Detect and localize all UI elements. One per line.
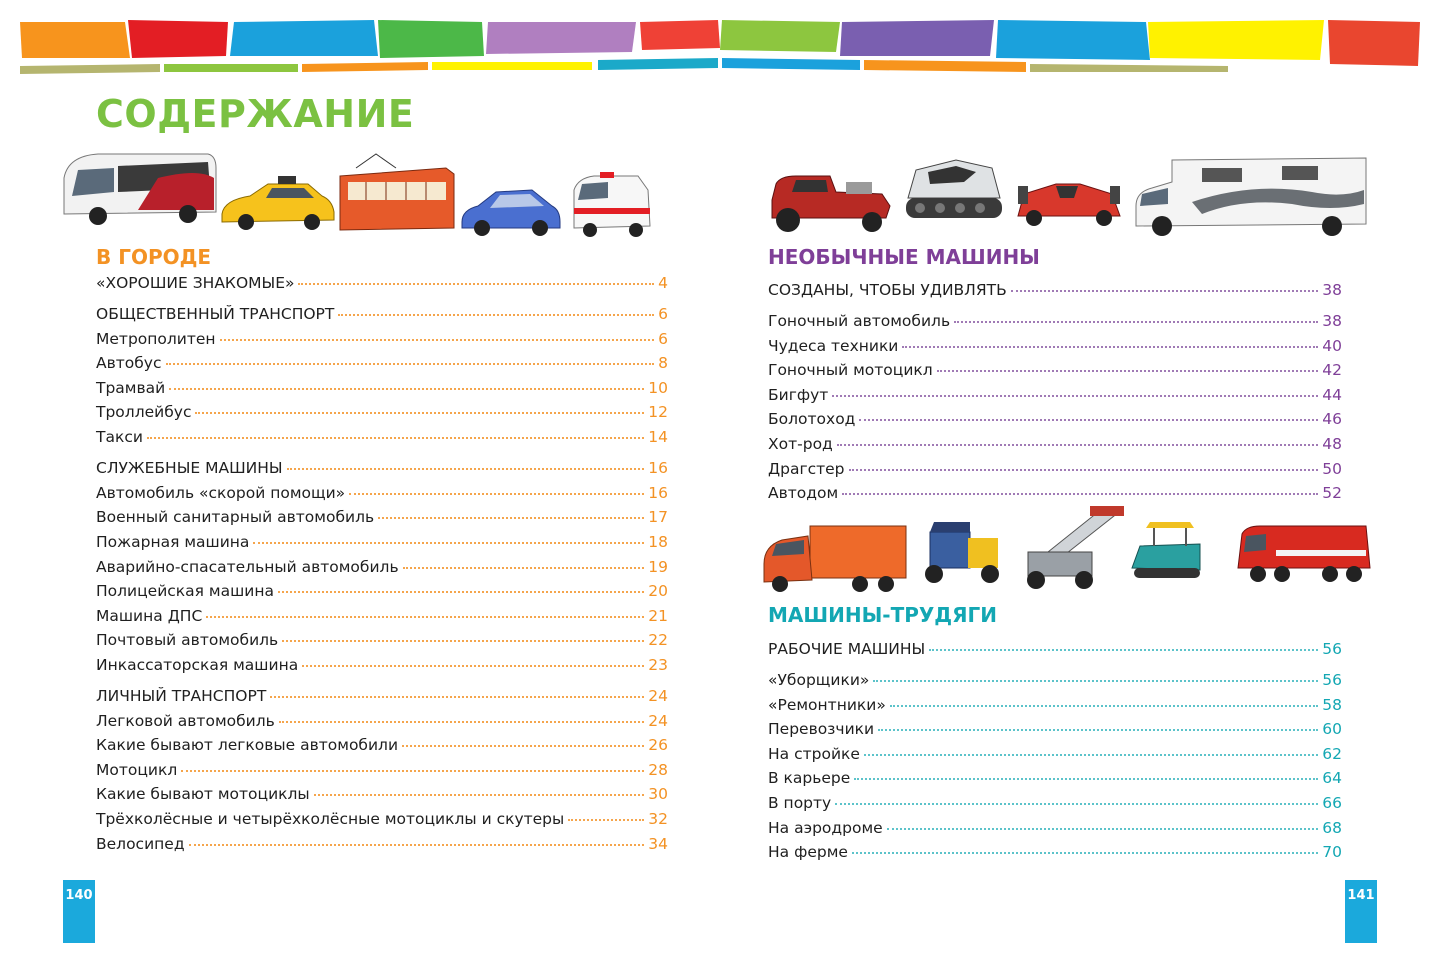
toc-entry-label: Гоночный мотоцикл [768,361,933,380]
toc-entry-page: 60 [1322,720,1342,739]
dot-leader [859,419,1318,421]
toc-entry[interactable] [96,558,668,583]
section-heading-city: В ГОРОДЕ [96,245,212,269]
airport-fire-truck-icon [1238,526,1370,582]
toc-entry-page: 6 [658,329,668,348]
toc-entry-page: 4 [658,274,668,292]
dot-leader [852,852,1318,854]
dot-leader [832,395,1318,397]
toc-entry[interactable] [768,745,1342,770]
dot-leader [287,468,645,470]
dot-leader [181,770,644,772]
page-number-left: 140 [63,880,95,943]
toc-entry[interactable] [96,459,668,484]
toc-entry[interactable] [96,835,668,860]
toc-entry-label: Бигфут [768,385,829,404]
dot-leader [378,517,644,519]
dot-leader [902,346,1318,348]
toc-entry[interactable] [768,460,1342,485]
toc-list-workers [768,640,1342,868]
toc-entry-page: 38 [1322,281,1342,299]
toc-entry-page: 26 [648,736,668,755]
toc-entry-page: 12 [648,403,668,422]
toc-entry-page: 68 [1322,818,1342,837]
toc-entry-page: 48 [1322,435,1342,454]
dot-leader [937,370,1319,372]
toc-entry-page: 52 [1322,484,1342,503]
toc-entry-label: На аэродроме [768,818,883,837]
toc-entry-label: На стройке [768,744,860,763]
toc-entry-label: Автодом [768,484,839,503]
truck-icon [764,526,906,592]
toc-entry-label: Болотоход [768,410,856,429]
toc-entry-label: ЛИЧНЫЙ ТРАНСПОРТ [96,687,267,705]
toc-entry[interactable] [96,810,668,835]
toc-entry[interactable] [768,281,1342,306]
toc-entry[interactable] [768,843,1342,868]
toc-entry[interactable] [96,687,668,712]
toc-entry-label: Хот-род [768,435,833,454]
toc-entry-page: 42 [1322,361,1342,380]
unusual-vehicles-illustration [760,148,1372,240]
dot-leader [854,778,1318,780]
toc-entry[interactable] [768,819,1342,844]
dot-leader [278,591,644,593]
toc-entry-label: Чудеса техники [768,336,899,355]
dot-leader [166,363,655,365]
toc-entry[interactable] [768,769,1342,794]
toc-entry-page: 44 [1322,385,1342,404]
dot-leader [1011,290,1319,292]
toc-entry-page: 70 [1322,843,1342,862]
toc-entry-label: Такси [96,428,143,447]
toc-entry-page: 50 [1322,459,1342,478]
toc-entry[interactable] [768,640,1342,665]
toc-entry[interactable] [768,312,1342,337]
toc-entry[interactable] [96,785,668,810]
toc-entry-label: СЛУЖЕБНЫЕ МАШИНЫ [96,459,283,478]
toc-entry-label: Трёхколёсные и четырёхколёсные мотоциклы и скутеры [96,809,565,828]
toc-entry-page: 64 [1322,769,1342,788]
paver-icon [1132,522,1200,578]
toc-entry-label: Автобус [96,354,162,373]
dot-leader [195,412,644,414]
toc-entry[interactable] [96,736,668,761]
toc-entry-label: Троллейбус [96,403,192,422]
car-icon [462,190,560,236]
toc-entry-page: 62 [1322,744,1342,763]
section-heading-workers: МАШИНЫ-ТРУДЯГИ [768,603,998,627]
toc-entry-label: РАБОЧИЕ МАШИНЫ [768,640,926,658]
dot-leader [298,283,654,285]
toc-entry-label: Какие бывают мотоциклы [96,785,310,804]
toc-entry[interactable] [96,607,668,632]
toc-entry-label: В порту [768,794,832,813]
dot-leader [279,721,644,723]
toc-entry-label: Велосипед [96,834,185,853]
toc-entry-label: На ферме [768,843,848,862]
toc-entry-label: Мотоцикл [96,760,178,779]
toc-entry-page: 8 [658,354,668,373]
toc-entry-label: Пожарная машина [96,532,250,551]
dot-leader [220,339,655,341]
toc-entry-page: 32 [648,809,668,828]
toc-entry-page: 16 [648,459,668,478]
sweeper-icon [925,522,999,583]
toc-entry-page: 19 [648,557,668,576]
toc-entry-label: Полицейская машина [96,582,274,601]
toc-entry[interactable] [96,656,668,681]
dot-leader [864,754,1318,756]
toc-entry-page: 17 [648,508,668,527]
dot-leader [837,444,1319,446]
toc-entry[interactable] [96,379,668,404]
toc-entry-page: 28 [648,760,668,779]
toc-entry[interactable] [96,274,668,299]
toc-entry-label: СОЗДАНЫ, ЧТОБЫ УДИВЛЯТЬ [768,281,1007,299]
ambulance-icon [574,172,650,237]
toc-entry-page: 23 [648,655,668,674]
dot-leader [147,437,644,439]
dot-leader [402,745,644,747]
toc-entry[interactable] [768,410,1342,435]
toc-entry[interactable] [96,761,668,786]
toc-entry-page: 58 [1322,695,1342,714]
dot-leader [253,542,644,544]
toc-entry[interactable] [96,582,668,607]
toc-entry-page: 34 [648,834,668,853]
toc-entry-label: Трамвай [96,378,166,397]
toc-entry-label: Автомобиль «скорой помощи» [96,483,346,502]
toc-entry[interactable] [96,354,668,379]
toc-entry-label: Военный санитарный автомобиль [96,508,375,527]
toc-entry-page: 38 [1322,312,1342,331]
toc-entry[interactable] [768,484,1342,509]
bus-icon [64,154,216,225]
toc-entry-page: 21 [648,606,668,625]
swamp-vehicle-icon [906,160,1002,218]
toc-entry-page: 16 [648,483,668,502]
dot-leader [169,388,644,390]
dot-leader [302,665,644,667]
toc-entry-page: 66 [1322,794,1342,813]
dot-leader [568,819,644,821]
toc-entry-label: Почтовый автомобиль [96,631,279,650]
toc-entry-label: «Ремонтники» [768,695,886,714]
dot-leader [878,729,1318,731]
toc-entry-page: 6 [658,305,668,324]
dot-leader [842,493,1318,495]
toc-entry[interactable] [96,330,668,355]
toc-entry-page: 40 [1322,336,1342,355]
section-heading-unusual: НЕОБЫЧНЫЕ МАШИНЫ [768,245,1040,269]
toc-entry-page: 24 [648,687,668,705]
page-title: СОДЕРЖАНИЕ [96,92,415,136]
toc-entry-page: 46 [1322,410,1342,429]
dot-leader [835,803,1318,805]
hot-rod-icon [772,176,890,232]
toc-entry[interactable] [96,484,668,509]
toc-entry[interactable] [768,720,1342,745]
race-car-icon [1018,184,1120,226]
dot-leader [314,794,645,796]
toc-entry[interactable] [96,508,668,533]
port-crane-icon [1027,506,1124,589]
dot-leader [873,680,1318,682]
work-vehicles-illustration [760,498,1372,593]
toc-entry-label: Аварийно-спасательный автомобиль [96,557,399,576]
dot-leader [338,314,654,316]
toc-entry[interactable] [96,533,668,558]
toc-entry[interactable] [768,794,1342,819]
dot-leader [887,828,1319,830]
toc-entry[interactable] [768,696,1342,721]
city-vehicles-illustration [58,148,658,238]
toc-entry[interactable] [768,386,1342,411]
taxi-icon [222,176,334,230]
toc-entry-label: «ХОРОШИЕ ЗНАКОМЫЕ» [96,274,295,292]
toc-entry-page: 30 [648,785,668,804]
toc-entry[interactable] [96,631,668,656]
dot-leader [206,616,644,618]
toc-entry-label: Драгстер [768,459,845,478]
toc-entry[interactable] [768,361,1342,386]
dot-leader [270,696,644,698]
tram-icon [340,154,454,230]
dot-leader [954,321,1318,323]
toc-entry-label: Инкассаторская машина [96,655,299,674]
toc-entry-label: ОБЩЕСТВЕННЫЙ ТРАНСПОРТ [96,305,335,324]
toc-entry-page: 22 [648,631,668,650]
toc-entry[interactable] [96,403,668,428]
dot-leader [403,567,645,569]
toc-entry-page: 20 [648,582,668,601]
dot-leader [282,640,644,642]
toc-entry-label: Метрополитен [96,329,216,348]
toc-entry-label: Перевозчики [768,720,875,739]
toc-entry-label: «Уборщики» [768,671,870,690]
dot-leader [890,705,1318,707]
toc-entry[interactable] [768,671,1342,696]
toc-list-city [96,274,668,859]
motorhome-icon [1136,158,1366,236]
toc-entry-label: Какие бывают легковые автомобили [96,736,399,755]
toc-entry-label: Машина ДПС [96,606,203,625]
dot-leader [349,493,644,495]
toc-entry[interactable] [768,337,1342,362]
toc-entry[interactable] [96,712,668,737]
toc-entry-page: 56 [1322,671,1342,690]
dot-leader [849,469,1319,471]
toc-entry[interactable] [768,435,1342,460]
toc-entry-page: 24 [648,711,668,730]
color-stripe-banner [0,0,1440,80]
dot-leader [189,844,645,846]
toc-entry-label: Легковой автомобиль [96,711,275,730]
toc-entry-page: 10 [648,378,668,397]
dot-leader [929,649,1318,651]
toc-entry-label: В карьере [768,769,851,788]
toc-entry-page: 56 [1322,640,1342,658]
page-number-right: 141 [1345,880,1377,943]
toc-entry-page: 14 [648,428,668,447]
toc-entry-label: Гоночный автомобиль [768,312,951,331]
toc-entry-page: 18 [648,532,668,551]
toc-list-unusual [768,281,1342,509]
toc-entry[interactable] [96,428,668,453]
toc-entry[interactable] [96,305,668,330]
